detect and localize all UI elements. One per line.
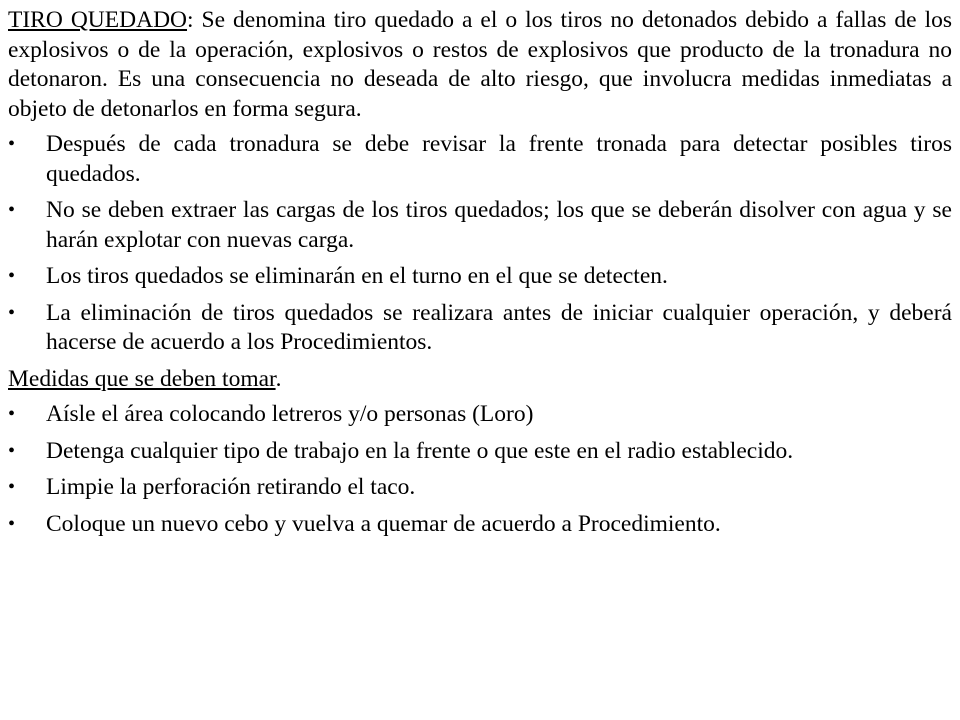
list-item-text: Coloque un nuevo cebo y vuelva a quemar de acuerdo a Procedimiento. [46,510,721,537]
intro-paragraph [8,6,952,124]
list-item-text: Limpie la perforación retirando el taco. [46,474,416,500]
list-item [8,262,952,292]
list-item [8,400,952,430]
list-item-text: Después de cada tronadura se debe revisar la frente tronada para detectar posibles tiros quedados. [46,131,952,187]
bullet-icon: • [8,476,16,498]
bullet-icon: • [8,439,16,462]
measures-heading-period: . [275,365,282,392]
list-item-text: Detenga cualquier tipo de trabajo en la frente o que este en el radio establecido. [46,437,794,464]
list-item [8,196,952,255]
measures-heading [8,365,952,395]
procedure-list [8,130,952,358]
bullet-icon: • [8,301,16,324]
list-item-text: La eliminación de tiros quedados se realizara antes de iniciar cualquier operación, y deberá hacerse de acuerdo a los Procedimientos. [46,299,952,355]
list-item [8,437,952,467]
list-item [8,299,952,358]
measures-heading-text: Medidas que se deben tomar [8,365,276,392]
bullet-icon: • [8,265,16,287]
bullet-icon: • [8,133,16,155]
bullet-icon: • [8,403,16,425]
list-item-text: Aísle el área colocando letreros y/o personas (Loro) [46,401,534,427]
bullet-icon: • [8,512,16,535]
list-item [8,510,952,540]
intro-text: Se denomina tiro quedado a el o los tiros no detonados debido a fallas de los explosivos o de la operación, explosivos o restos de explosivos que producto de la tronadura no detonaron. Es una consecuencia no deseada de alto riesgo, que involucra medidas inmediatas a objeto de detonarlos en forma segura. [8,7,952,122]
slide-content [8,6,952,546]
list-item-text: No se deben extraer las cargas de los tiros quedados; los que se deberán disolver con agua y se harán explotar con nuevas carga. [46,197,952,253]
list-item [8,473,952,503]
term-heading: TIRO QUEDADO [8,7,188,33]
measures-list [8,400,952,539]
bullet-icon: • [8,199,16,221]
term-separator: : [187,7,194,33]
list-item [8,130,952,189]
list-item-text: Los tiros quedados se eliminarán en el turno en el que se detecten. [46,263,668,289]
